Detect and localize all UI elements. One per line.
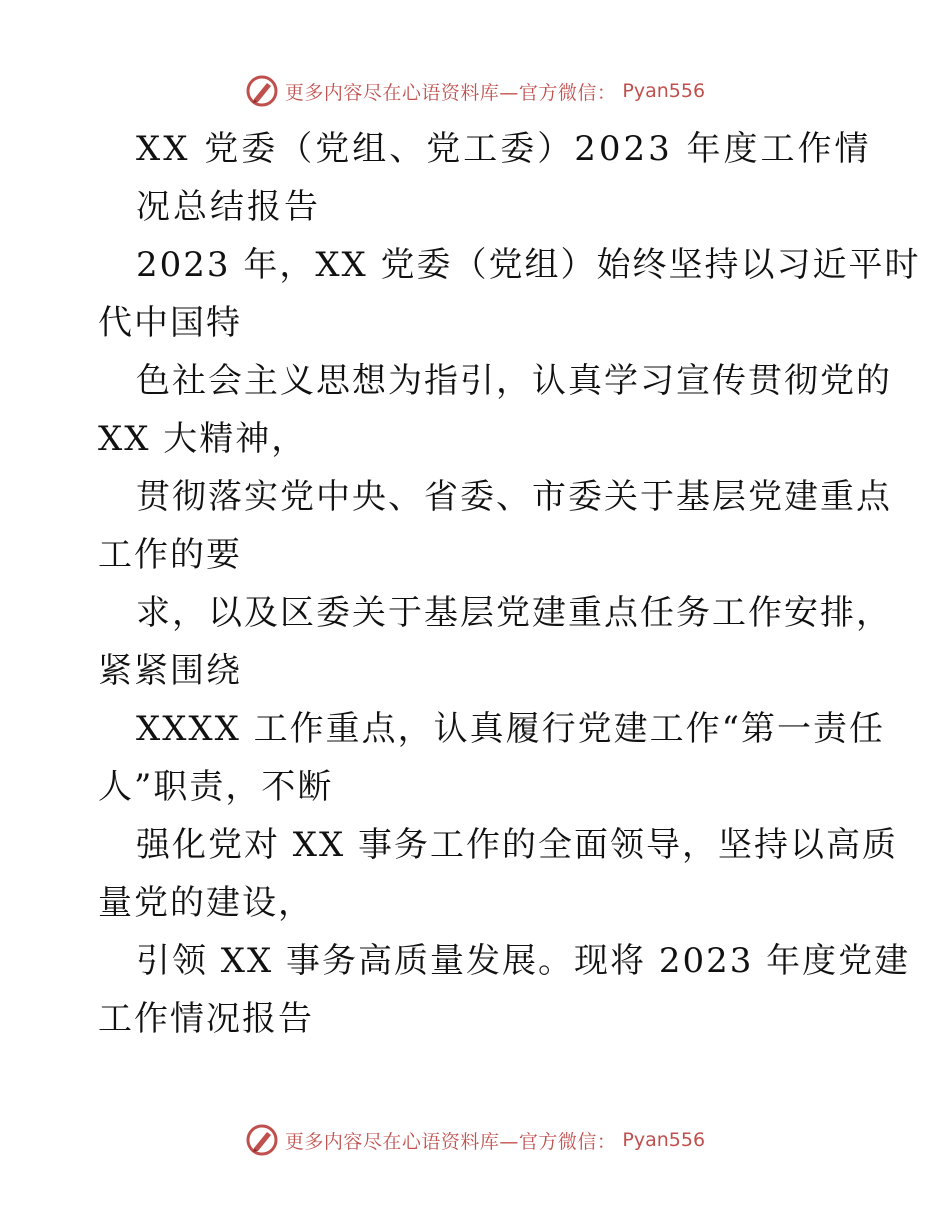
document-body: [98, 120, 921, 1048]
doc-line: XXXX 工作重点，认真履行党建工作“第一责任: [136, 709, 886, 749]
header-watermark-banner: [0, 71, 950, 111]
doc-line: 量党的建设，: [98, 883, 314, 923]
doc-line: 工作情况报告: [98, 999, 314, 1039]
banner-text: 更多内容尽在心语资料库—官方微信：: [284, 81, 617, 104]
pen-circle-logo-icon: [245, 1123, 279, 1157]
doc-line: 引领 XX 事务高质量发展。现将 2023 年度党建: [136, 941, 911, 981]
pen-circle-logo-icon: [245, 74, 279, 108]
doc-line: 2023 年，XX 党委（党组）始终坚持以习近平时: [136, 245, 921, 285]
doc-line: 求，以及区委关于基层党建重点任务工作安排，: [136, 593, 892, 633]
doc-line: 紧紧围绕: [98, 651, 242, 691]
banner-wechat-id: Pyan556: [622, 80, 706, 102]
banner-wechat-id: Pyan556: [622, 1129, 706, 1151]
footer-watermark-banner: [0, 1120, 950, 1160]
doc-line: XX 大精神，: [98, 419, 308, 459]
banner-text: 更多内容尽在心语资料库—官方微信：: [284, 1130, 617, 1153]
doc-line: 强化党对 XX 事务工作的全面领导，坚持以高质: [136, 825, 899, 865]
doc-line: 贯彻落实党中央、省委、市委关于基层党建重点: [136, 477, 892, 517]
doc-line: 工作的要: [98, 535, 242, 575]
doc-title-line-1: XX 党委（党组、党工委）2023 年度工作情: [136, 129, 872, 169]
doc-line: 色社会主义思想为指引，认真学习宣传贯彻党的: [136, 361, 892, 401]
doc-line: 人”职责，不断: [98, 767, 334, 807]
doc-title-line-2: 况总结报告: [136, 187, 321, 227]
doc-line: 代中国特: [98, 303, 242, 343]
